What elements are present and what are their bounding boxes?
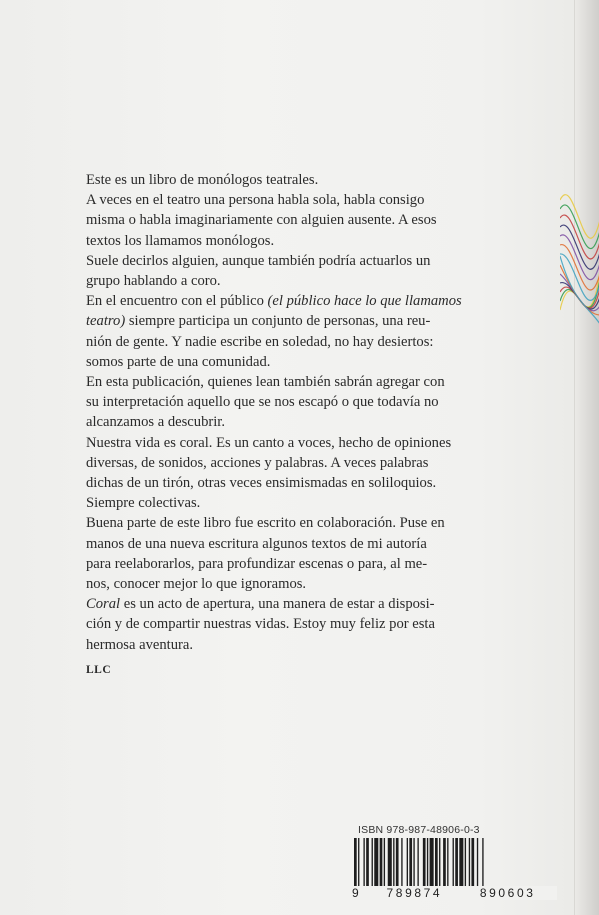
barcode-bar (439, 838, 440, 888)
isbn-label: ISBN 978-987-48906-0-3 (358, 824, 480, 836)
text-line: nos, conocer mejor lo que ignoramos. (86, 576, 307, 593)
barcode-bar (435, 838, 438, 888)
text-segment: En el encuentro con el público (86, 293, 268, 310)
text-line: somos parte de una comunidad. (86, 353, 271, 370)
text-line (86, 594, 556, 614)
text-line: Buena parte de este libro fue escrito en colaboración. Puse en (86, 515, 445, 532)
barcode-bar (430, 838, 434, 888)
text-line: manos de una nueva escritura algunos textos de mi autoría (86, 535, 427, 552)
barcode-bar (459, 838, 463, 888)
barcode-bar (447, 838, 448, 888)
barcode-bar (413, 838, 414, 888)
barcode-bar (380, 838, 383, 888)
text-line: diversas, de sonidos, acciones y palabras. A veces palabras (86, 454, 429, 471)
text-line: Suele decirlos alguien, aunque también podría actuarlos un (86, 252, 431, 269)
italic-segment: Coral (86, 596, 121, 613)
barcode-bar (401, 838, 402, 888)
barcode-bar (374, 838, 378, 888)
text-line: dichas de un tirón, otras veces ensimismadas en soliloquios. (86, 475, 437, 492)
text-line: ción y de compartir nuestras vidas. Estoy muy feliz por esta (86, 616, 435, 633)
text-line: nión de gente. Y nadie escribe en soledad, no hay desiertos: (86, 333, 434, 350)
barcode-bar (396, 838, 399, 888)
barcode-bar (384, 838, 385, 888)
barcode-digit-prefix: 9 (352, 886, 359, 900)
text-segment: siempre participa un conjunto de personas, una reu- (125, 313, 431, 330)
text-segment: es un acto de apertura, una manera de estar a disposi- (120, 596, 435, 613)
barcode-bar (393, 838, 394, 888)
author-signature: LLC (86, 663, 112, 676)
text-line: hermosa aventura. (86, 636, 193, 653)
colorful-waves-artwork (560, 160, 599, 410)
text-line: textos los llamamos monólogos. (86, 232, 275, 249)
barcode-digits (352, 886, 557, 900)
barcode-bar (427, 838, 428, 888)
text-line (86, 311, 556, 331)
text-line: grupo hablando a coro. (86, 273, 221, 290)
barcode-digit-group-2: 890603 (479, 886, 536, 900)
barcode-bar (471, 838, 474, 888)
barcode-bar (372, 838, 373, 888)
text-line: Este es un libro de monólogos teatrales. (86, 172, 319, 188)
barcode-area (352, 824, 557, 904)
text-line (86, 291, 556, 311)
barcode-bar (453, 838, 454, 888)
text-line: Nuestra vida es coral. Es un canto a voces, hecho de opiniones (86, 434, 452, 451)
text-line: su interpretación aquello que se nos escapó o que todavía no (86, 394, 439, 411)
text-line: Siempre colectivas. (86, 495, 201, 512)
barcode-bar (363, 838, 364, 888)
cover-edge (574, 0, 599, 915)
barcode-bar (366, 838, 369, 888)
barcode-bar (388, 838, 392, 888)
barcode-bar (455, 838, 458, 888)
barcode-bar (409, 838, 412, 888)
text-line: alcanzamos a descubrir. (86, 414, 225, 431)
text-line: En esta publicación, quienes lean también sabrán agregar con (86, 374, 445, 391)
barcode-bar (443, 838, 446, 888)
barcode-bar (407, 838, 408, 888)
italic-segment: (el público hace lo que llamamos (267, 293, 462, 310)
italic-segment: teatro) (86, 313, 126, 330)
barcode-digit-group-1: 789874 (386, 886, 443, 900)
barcode-bar (469, 838, 470, 888)
barcode-bar (465, 838, 466, 888)
text-line: A veces en el teatro una persona habla sola, habla consigo (86, 192, 425, 209)
text-line: misma o habla imaginariamente con alguien ausente. A esos (86, 212, 437, 229)
blurb-text (86, 170, 556, 680)
text-line: para reelaborarlos, para profundizar escenas o para, al me- (86, 555, 428, 572)
